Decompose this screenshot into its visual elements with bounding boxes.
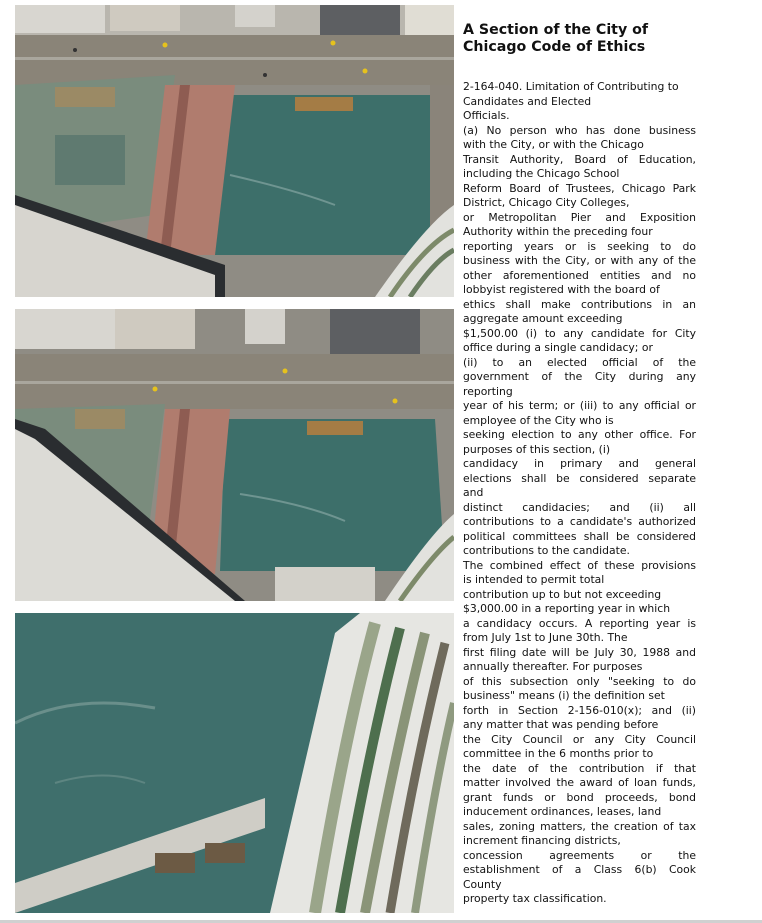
article-line: a candidacy occurs. A reporting year is [463,616,696,630]
article-line: grant funds or bond proceeds, bond [463,790,696,804]
article-line: (ii) to an elected official of the [463,355,696,369]
article-line: office during a single candidacy; or [463,341,653,354]
article-line: from July 1st to June 30th. The [463,631,628,644]
article-line: with the City, or with the Chicago [463,138,644,151]
article-line: annually thereafter. For purposes [463,660,643,673]
article-line: candidacy in primary and general [463,457,696,470]
article-line: $1,500.00 (i) to any candidate for City [463,326,696,340]
article-line: contribution up to but not exceeding [463,587,662,601]
article-line: $3,000.00 in a reporting year in which [463,602,671,615]
article-line: elections shall be considered separate [463,471,696,485]
article-line: committee in the 6 months prior to [463,747,654,760]
article-line: and [463,486,484,499]
article-line: County [463,877,502,891]
article-line: ethics shall make contributions in an [463,297,696,311]
article-line: seeking election to any other office. For [463,428,696,441]
article-line: business with the City, or with any of the [463,254,696,267]
article-line: the City Council or any City Council [463,732,696,746]
article-line: increment financing districts, [463,834,621,847]
article-line: first filing date will be July 30, 1988 and [463,645,696,659]
article-line: business" means (i) the definition set [463,689,665,702]
river-photo-1 [15,5,454,297]
article-line: government of the City during any [463,370,696,383]
article-line: any matter that was pending before [463,718,659,731]
article-line: Candidates and Elected [463,94,592,108]
river-photo-2-image [15,309,454,601]
article-line: (a) No person who has done business [463,123,696,137]
article-line: reporting years or is seeking to do [463,239,696,253]
article-line: lobbyist registered with the board of [463,283,660,296]
article-line: reporting [463,384,513,398]
ethics-article [463,22,696,907]
article-line: establishment of a Class 6(b) Cook [463,863,696,876]
article-line: forth in Section 2-156-010(x); and (ii) [463,703,696,717]
article-line: matter involved the award of loan funds, [463,776,696,789]
river-photo-2 [15,309,454,601]
article-line: The combined effect of these provisions [463,558,696,572]
article-line: including the Chicago School [463,167,620,180]
river-photo-3-image [15,613,454,913]
article-line: or Metropolitan Pier and Exposition [463,210,696,224]
article-line: employee of the City who is [463,413,614,427]
article-line: District, Chicago City Colleges, [463,196,630,209]
article-title: A Section of the City of Chicago Code of Ethics [463,22,649,55]
river-photo-1-image [15,5,454,297]
article-line: aggregate amount exceeding [463,312,623,325]
article-line: is intended to permit total [463,573,605,586]
river-photo-3 [15,613,454,913]
article-line: concession agreements or the [463,848,696,862]
article-line: Reform Board of Trustees, Chicago Park [463,181,696,195]
article-line: Authority within the preceding four [463,225,653,238]
article-line: Officials. [463,109,510,122]
article-line: property tax classification. [463,892,607,905]
article-line: distinct candidacies; and (ii) all [463,500,696,514]
article-line: political committees shall be considered [463,529,696,543]
article-body [463,80,696,907]
article-line: contributions to a candidate's authorized [463,515,696,528]
article-line: 2-164-040. Limitation of Contributing to [463,80,679,93]
article-line: year of his term; or (iii) to any official or [463,399,696,412]
article-line: purposes of this section, (i) [463,442,611,456]
article-line: inducement ordinances, leases, land [463,805,662,818]
article-line: other aforementioned entities and no [463,268,696,282]
article-line: Transit Authority, Board of Education, [463,152,696,166]
article-line: of this subsection only "seeking to do [463,674,696,688]
article-line: sales, zoning matters, the creation of tax [463,819,696,833]
article-line: contributions to the candidate. [463,544,630,557]
article-line: the date of the contribution if that [463,761,696,775]
